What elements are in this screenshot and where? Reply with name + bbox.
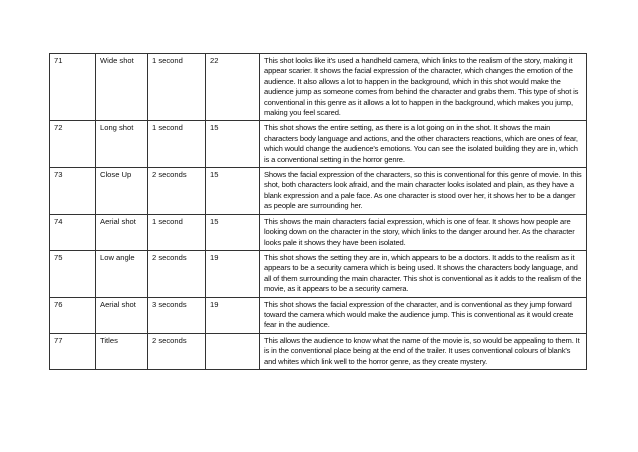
shot-description-cell: This shows the main characters facial expression, which is one of fear. It shows how people are looking down on the character in the story, which links to the danger around her. As the character looks pale it shows they have been isolated.: [260, 214, 587, 250]
shot-count-cell: 15: [206, 214, 260, 250]
shot-duration-cell: 2 seconds: [148, 250, 206, 297]
shot-number-cell: 74: [50, 214, 96, 250]
shot-description-cell: This shot shows the setting they are in, which appears to be a doctors. It adds to the realism as it appears to be a security camera which is being used. It shows the characters body language, and all of them surrounding the main character. This shot is conventional as it adds to the realism of the movie, as it appears to be a security camera.: [260, 250, 587, 297]
shot-type-cell: Aerial shot: [96, 214, 148, 250]
shot-count-cell: 15: [206, 121, 260, 168]
shot-count-cell: 22: [206, 54, 260, 121]
shot-number-cell: 73: [50, 168, 96, 215]
shot-description-cell: This shot shows the facial expression of the character, and is conventional as they jump forward toward the camera which would make the audience jump. This is conventional as it would create fear in the audience.: [260, 297, 587, 333]
shot-duration-cell: 2 seconds: [148, 333, 206, 369]
table-row: [50, 333, 587, 369]
shot-type-cell: Close Up: [96, 168, 148, 215]
shot-duration-cell: 2 seconds: [148, 168, 206, 215]
shot-number-cell: 77: [50, 333, 96, 369]
shot-description-cell: This shot shows the entire setting, as there is a lot going on in the shot. It shows the main characters body language and actions, and the other characters reactions, which are ones of fear, which would change the audience's emotions. You can see the isolated building they are in, which is a conventional setting in the horror genre.: [260, 121, 587, 168]
shot-duration-cell: 1 second: [148, 214, 206, 250]
shot-count-cell: 15: [206, 168, 260, 215]
shot-type-cell: Long shot: [96, 121, 148, 168]
shot-duration-cell: 1 second: [148, 121, 206, 168]
shot-type-cell: Wide shot: [96, 54, 148, 121]
table-row: [50, 214, 587, 250]
shot-type-cell: Titles: [96, 333, 148, 369]
table-row: [50, 54, 587, 121]
shot-description-cell: Shows the facial expression of the characters, so this is conventional for this genre of movie. In this shot, both characters look afraid, and the main character looks isolated and plain, as they have a blank expression and a pale face. As one character is stood over her, it shows her to be a danger as people are surrounding her.: [260, 168, 587, 215]
table-row: [50, 250, 587, 297]
shot-count-cell: 19: [206, 250, 260, 297]
table-row: [50, 121, 587, 168]
table-row: [50, 168, 587, 215]
shot-description-cell: This shot looks like it's used a handheld camera, which links to the realism of the story, making it appear scarier. It shows the facial expression of the character, which changes the emotion of the audience. It also allows a lot to happen in the background, which in this shot would make the audience jump as someone comes from behind the character and grabs them. This type of shot is conventional in this genre as it allows a lot to happen in the background, which makes you jump, making you feel scared.: [260, 54, 587, 121]
shot-type-cell: Low angle: [96, 250, 148, 297]
shot-count-cell: 19: [206, 297, 260, 333]
table-row: [50, 297, 587, 333]
shot-count-cell: [206, 333, 260, 369]
shot-type-cell: Aerial shot: [96, 297, 148, 333]
shot-analysis-table: [49, 53, 587, 370]
shot-description-cell: This allows the audience to know what the name of the movie is, so would be appealing to them. It is in the conventional place being at the end of the trailer. It uses conventional colours of blank's and whites which link well to the horror genre, as they create mystery.: [260, 333, 587, 369]
shot-number-cell: 75: [50, 250, 96, 297]
shot-duration-cell: 1 second: [148, 54, 206, 121]
shot-number-cell: 72: [50, 121, 96, 168]
shot-number-cell: 76: [50, 297, 96, 333]
shot-number-cell: 71: [50, 54, 96, 121]
shot-duration-cell: 3 seconds: [148, 297, 206, 333]
